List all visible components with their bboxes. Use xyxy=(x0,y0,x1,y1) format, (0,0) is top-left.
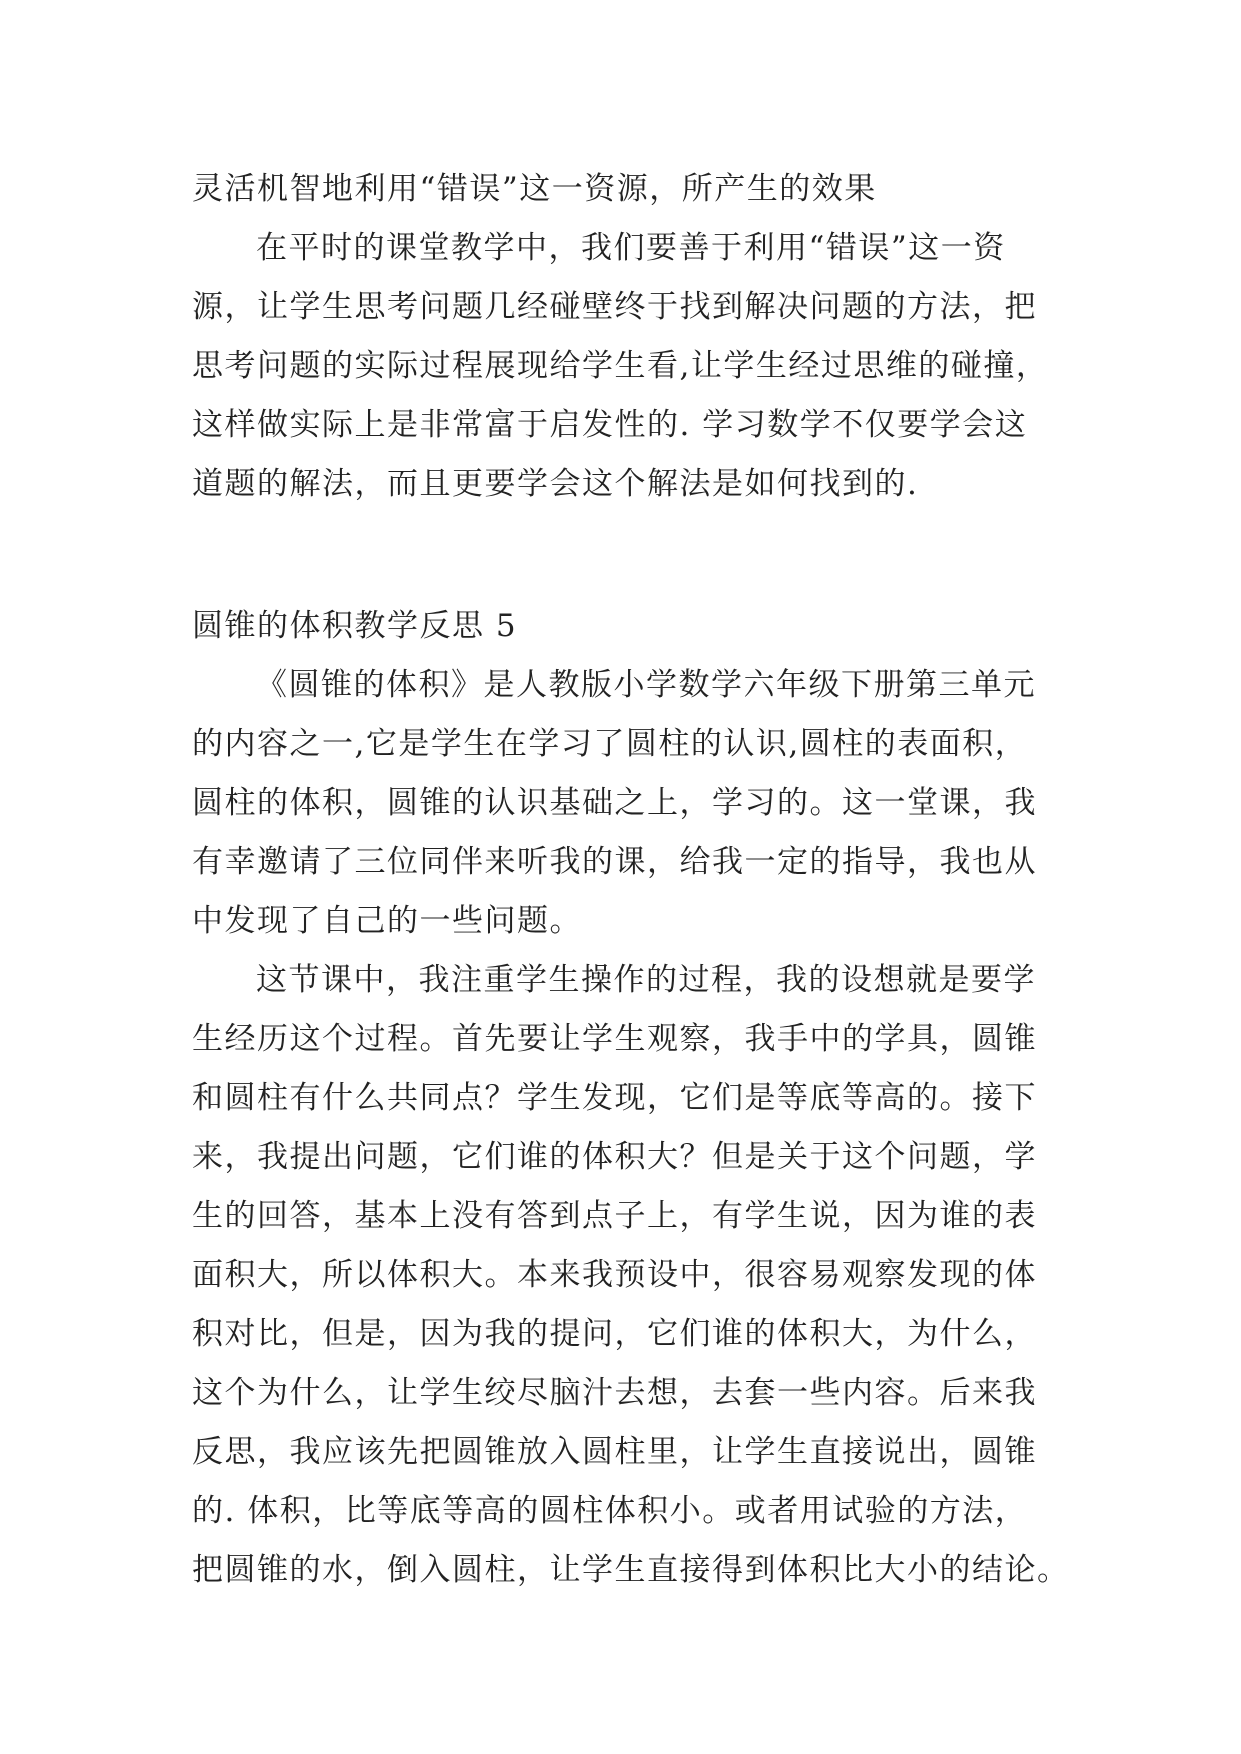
paragraph-line: 和圆柱有什么共同点？学生发现，它们是等底等高的。接下 xyxy=(192,1080,1037,1116)
paragraph-line: 的内容之一,它是学生在学习了圆柱的认识,圆柱的表面积， xyxy=(192,726,1028,762)
paragraph-line: 《圆锥的体积》是人教版小学数学六年级下册第三单元 xyxy=(256,667,1036,703)
paragraph-line: 中发现了自己的一些问题。 xyxy=(192,903,582,939)
paragraph-line: 这样做实际上是非常富于启发性的. 学习数学不仅要学会这 xyxy=(192,407,1028,443)
section-spacer xyxy=(192,514,1072,597)
paragraph-line: 积对比，但是，因为我的提问，它们谁的体积大，为什么， xyxy=(192,1316,1037,1352)
section-heading: 灵活机智地利用“错误”这一资源，所产生的效果 xyxy=(192,171,877,207)
document-body xyxy=(192,160,1072,1600)
paragraph-line: 面积大，所以体积大。本来我预设中，很容易观察发现的体 xyxy=(192,1257,1037,1293)
paragraph-line: 圆柱的体积，圆锥的认识基础之上，学习的。这一堂课，我 xyxy=(192,785,1037,821)
paragraph-line: 道题的解法，而且更要学会这个解法是如何找到的. xyxy=(192,466,919,502)
paragraph-line: 思考问题的实际过程展现给学生看,让学生经过思维的碰撞， xyxy=(192,348,1049,384)
paragraph-line: 来，我提出问题，它们谁的体积大？但是关于这个问题，学 xyxy=(192,1139,1037,1175)
paragraph-line: 这个为什么，让学生绞尽脑汁去想，去套一些内容。后来我 xyxy=(192,1375,1037,1411)
paragraph-line: 生的回答，基本上没有答到点子上，有学生说，因为谁的表 xyxy=(192,1198,1037,1234)
paragraph-line: 反思，我应该先把圆锥放入圆柱里，让学生直接说出，圆锥 xyxy=(192,1434,1037,1470)
paragraph-line: 源，让学生思考问题几经碰壁终于找到解决问题的方法，把 xyxy=(192,289,1037,325)
paragraph-line: 这节课中，我注重学生操作的过程，我的设想就是要学 xyxy=(256,962,1036,998)
paragraph-line: 在平时的课堂教学中，我们要善于利用“错误”这一资 xyxy=(256,230,1006,266)
paragraph-line: 生经历这个过程。首先要让学生观察，我手中的学具，圆锥 xyxy=(192,1021,1037,1057)
paragraph-line: 把圆锥的水，倒入圆柱，让学生直接得到体积比大小的结论。 xyxy=(192,1552,1070,1588)
section-heading: 圆锥的体积教学反思 5 xyxy=(192,608,518,644)
paragraph-line: 的. 体积，比等底等高的圆柱体积小。或者用试验的方法， xyxy=(192,1493,1028,1529)
paragraph-line: 有幸邀请了三位同伴来听我的课，给我一定的指导，我也从 xyxy=(192,844,1037,880)
